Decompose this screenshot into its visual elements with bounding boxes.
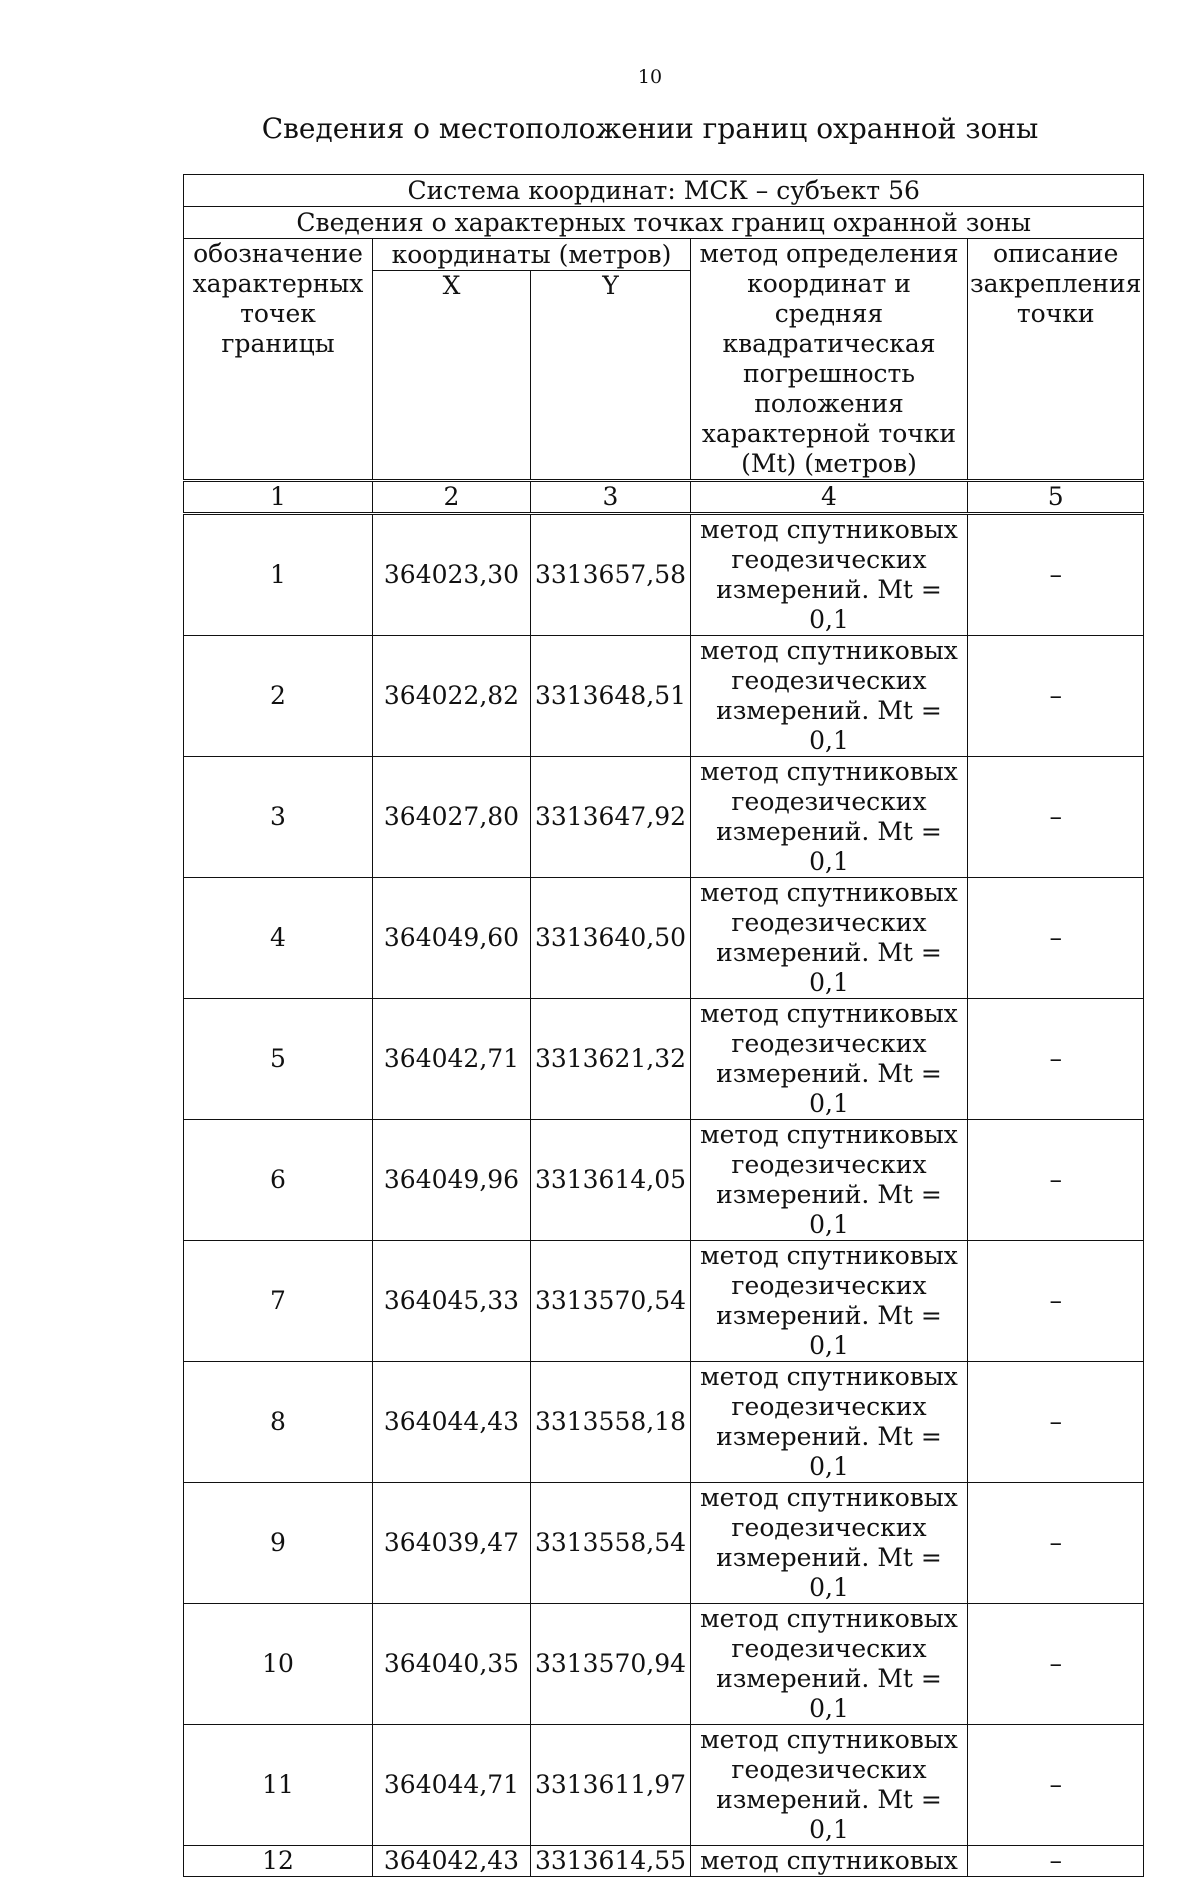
fixation-description: – [968,999,1144,1120]
fixation-description: – [968,1483,1144,1604]
coordinate-x: 364045,33 [373,1241,531,1362]
point-number: 10 [184,1604,373,1725]
method-line: измерений. Mt = 0,1 [716,575,942,634]
point-number: 3 [184,757,373,878]
header-y: Y [531,271,691,481]
column-number-row [184,481,1144,514]
header-row [184,239,1144,271]
coordinate-y: 3313640,50 [531,878,691,999]
method-line: метод спутниковых [700,1120,958,1149]
coordinate-y: 3313647,92 [531,757,691,878]
method-cell [691,757,968,878]
coordinate-x: 364039,47 [373,1483,531,1604]
header-description: описание закрепления точки [968,239,1144,481]
point-number: 1 [184,514,373,636]
coordinate-y: 3313657,58 [531,514,691,636]
method-cell [691,1725,968,1846]
coordinate-x: 364023,30 [373,514,531,636]
table-row [184,514,1144,636]
point-number: 5 [184,999,373,1120]
coordinate-y: 3313611,97 [531,1725,691,1846]
coordinate-x: 364044,71 [373,1725,531,1846]
header-coordinates: координаты (метров) [373,239,691,271]
method-cell [691,1483,968,1604]
header-method: метод определения координат и средняя квадратическая погрешность положения характерной точки (Mt) (метров) [691,239,968,481]
fixation-description: – [968,1120,1144,1241]
method-line: измерений. Mt = 0,1 [716,1180,942,1239]
coordinate-x: 364027,80 [373,757,531,878]
method-cell [691,514,968,636]
page-number: 10 [637,66,663,88]
method-line: метод спутниковых [700,1846,958,1875]
method-line: геодезических [731,787,927,816]
method-line: измерений. Mt = 0,1 [716,1422,942,1481]
coordinate-y: 3313614,55 [531,1846,691,1877]
method-line: метод спутниковых [700,515,958,544]
point-number: 12 [184,1846,373,1877]
method-cell [691,1241,968,1362]
point-number: 6 [184,1120,373,1241]
coordinate-y: 3313558,18 [531,1362,691,1483]
table-row [184,1846,1144,1877]
coordinate-x: 364040,35 [373,1604,531,1725]
method-line: метод спутниковых [700,636,958,665]
coordinate-y: 3313648,51 [531,636,691,757]
method-line: метод спутниковых [700,1725,958,1754]
column-number: 3 [531,481,691,514]
method-line: метод спутниковых [700,878,958,907]
method-line: измерений. Mt = 0,1 [716,817,942,876]
table-row [184,1604,1144,1725]
coordinate-x: 364042,71 [373,999,531,1120]
method-line: метод спутниковых [700,1241,958,1270]
point-number: 11 [184,1725,373,1846]
method-line: измерений. Mt = 0,1 [716,1664,942,1723]
section-label: Сведения о характерных точках границ охранной зоны [184,207,1144,239]
method-line: метод спутниковых [700,1362,958,1391]
coordinate-y: 3313558,54 [531,1483,691,1604]
method-cell [691,1846,968,1877]
table-row [184,1725,1144,1846]
method-line: метод спутниковых [700,1604,958,1633]
column-number: 1 [184,481,373,514]
point-number: 8 [184,1362,373,1483]
table-row [184,636,1144,757]
method-line: геодезических [731,1513,927,1542]
fixation-description: – [968,636,1144,757]
coordinate-y: 3313570,54 [531,1241,691,1362]
table-row [184,999,1144,1120]
method-line: геодезических [731,1755,927,1784]
method-line: геодезических [731,1029,927,1058]
method-line: метод спутниковых [700,1483,958,1512]
method-line: измерений. Mt = 0,1 [716,1543,942,1602]
method-cell [691,1362,968,1483]
coordinate-x: 364049,60 [373,878,531,999]
coordinate-x: 364042,43 [373,1846,531,1877]
method-line: геодезических [731,1271,927,1300]
column-number: 4 [691,481,968,514]
column-number: 5 [968,481,1144,514]
method-line: метод спутниковых [700,999,958,1028]
method-cell [691,1604,968,1725]
method-line: измерений. Mt = 0,1 [716,1301,942,1360]
method-line: измерений. Mt = 0,1 [716,696,942,755]
column-number: 2 [373,481,531,514]
point-number: 9 [184,1483,373,1604]
method-line: измерений. Mt = 0,1 [716,1059,942,1118]
coordinate-system-row [184,175,1144,207]
fixation-description: – [968,1846,1144,1877]
document-title: Сведения о местоположении границ охранной зоны [261,112,1039,145]
fixation-description: – [968,878,1144,999]
method-line: геодезических [731,545,927,574]
method-line: измерений. Mt = 0,1 [716,1785,942,1844]
fixation-description: – [968,514,1144,636]
table-row [184,878,1144,999]
fixation-description: – [968,757,1144,878]
table-row [184,757,1144,878]
table-row [184,1120,1144,1241]
coordinate-x: 364022,82 [373,636,531,757]
fixation-description: – [968,1362,1144,1483]
method-line: измерений. Mt = 0,1 [716,938,942,997]
section-row [184,207,1144,239]
coordinate-system-label: Система координат: МСК – субъект 56 [184,175,1144,207]
header-point-designation: обозначение характерных точек границы [184,239,373,481]
coordinate-y: 3313621,32 [531,999,691,1120]
method-line: геодезических [731,1392,927,1421]
coordinate-y: 3313570,94 [531,1604,691,1725]
table-row [184,1241,1144,1362]
method-line: геодезических [731,1634,927,1663]
method-line: геодезических [731,908,927,937]
boundary-points-table [183,174,1144,1877]
fixation-description: – [968,1725,1144,1846]
method-cell [691,878,968,999]
fixation-description: – [968,1241,1144,1362]
point-number: 2 [184,636,373,757]
method-line: геодезических [731,666,927,695]
method-line: геодезических [731,1150,927,1179]
table-row [184,1483,1144,1604]
method-cell [691,1120,968,1241]
coordinate-x: 364044,43 [373,1362,531,1483]
fixation-description: – [968,1604,1144,1725]
header-x: X [373,271,531,481]
method-cell [691,999,968,1120]
coordinate-y: 3313614,05 [531,1120,691,1241]
point-number: 7 [184,1241,373,1362]
method-cell [691,636,968,757]
method-line: метод спутниковых [700,757,958,786]
coordinate-x: 364049,96 [373,1120,531,1241]
table-row [184,1362,1144,1483]
point-number: 4 [184,878,373,999]
